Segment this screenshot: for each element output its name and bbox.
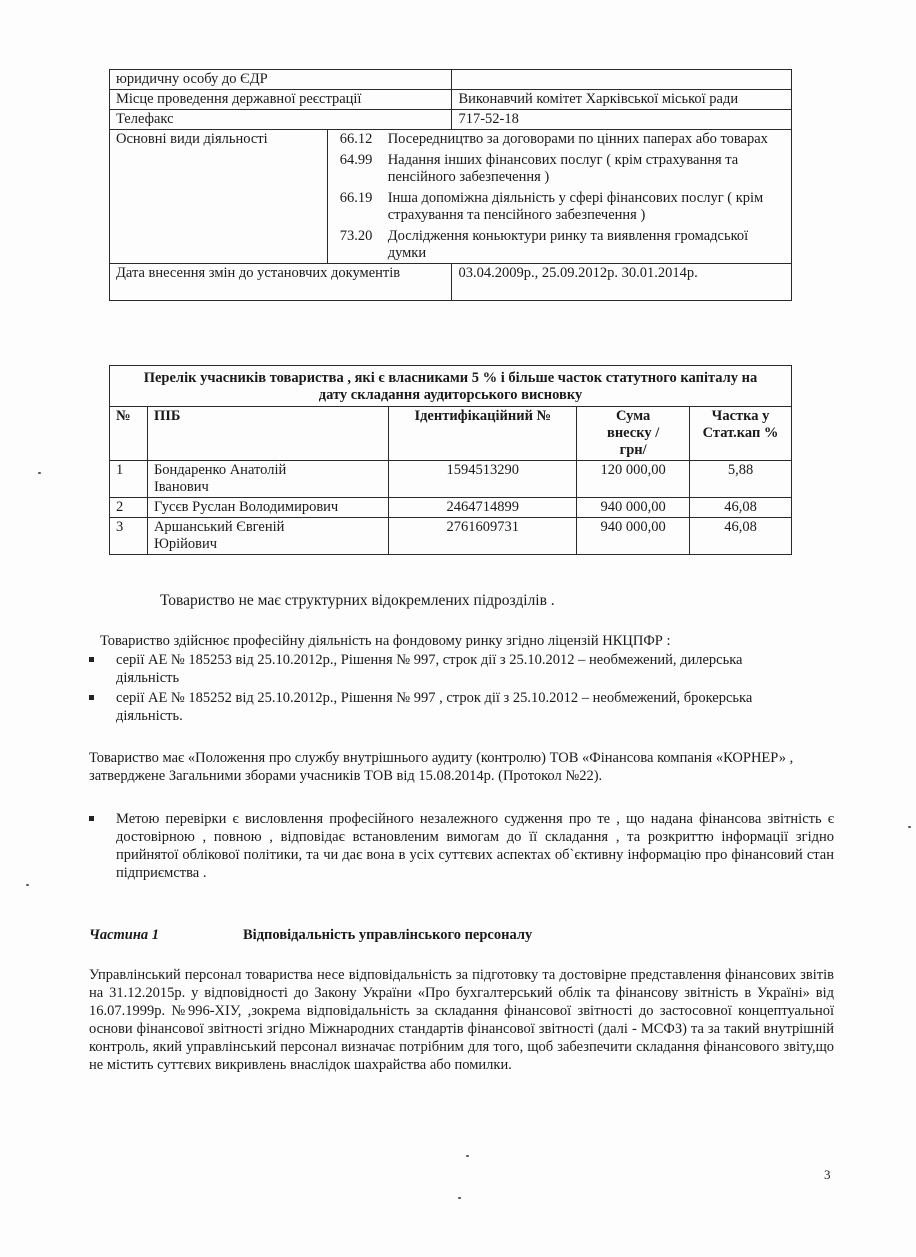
cell-share: 5,88 [690,461,792,498]
column-header-share: Частка у Стат.кап % [690,407,792,461]
part-label: Частина 1 [89,927,160,943]
part-title: Відповідальність управлінського персоналу [243,927,533,943]
license-text: серії АЕ № 185253 від 25.10.2012р., Рішення № 997, строк дії з 25.10.2012 – необмежений, дилерська діяльність [116,652,743,686]
table-row [110,518,792,555]
page-number: 3 [824,1167,831,1182]
license-item [89,651,789,687]
activity-item [340,131,785,148]
responsibility-text: Управлінський персонал товариства несе відповідальність за підготовку та достовірне представлення фінансових звітів на 31.12.2015р. у відповідності до Закону України «Про бухгалтерський облік та фінансову звітність в Україні» від 16.07.1999р. №996-ХІУ, ,зокрема відповідальність за складання фінансової звітності до застосовної концептуальної основи фінансової звітності згідно Міжнародних стандартів фінансової звітності (далі - МСФЗ) та за такий внутрішній контроль, який управлінський персонал визначає потрібним для того, щоб забезпечити складання фінансового звіту,що не містить суттєвих викривлень внаслідок шахрайства або помилки. [89,967,834,1073]
cell-name: Гусєв Руслан Володимирович [147,498,388,518]
internal-audit-text: Товариство має «Положення про службу внутрішнього аудиту (контролю) ТОВ «Фінансова компанія «КОРНЕР» , затверджене Загальними зборами учасників ТОВ від 15.08.2014р. (Протокол №22). [89,750,794,784]
column-header-id: Ідентифікаційний № [389,407,577,461]
bullet-icon [89,816,94,821]
cell-share: 46,08 [690,518,792,555]
activities-list [327,130,791,264]
cell-sum: 120 000,00 [577,461,690,498]
table-row [110,70,792,90]
cell-id: 1594513290 [389,461,577,498]
cell-name: Бондаренко Анатолій Іванович [147,461,388,498]
registration-value [452,70,792,90]
scan-speck [38,472,41,474]
table-header-row [110,407,792,461]
license-text: серії АЕ № 185252 від 25.10.2012р., Рішення № 997 , строк дії з 25.10.2012 – необмежений, брокерська діяльність. [116,690,753,724]
registration-place-label: Місце проведення державної реєстрації [110,90,452,110]
column-header-sum: Сума внеску /грн/ [577,407,690,461]
registration-place-value: Виконавчий комітет Харківської міської ради [452,90,792,110]
table-row [110,110,792,130]
activities-label: Основні види діяльності [110,130,328,264]
purpose-text: Метою перевірки є висловлення професійного незалежного судження про те , що надана фінансова звітність є достовірною , повною , відповідає встановленим вимогам до її складання , та розкриттю інформації згідно прийнятої облікової політики, та чи дає вона в усіх суттєвих аспектах об`єктивну інформацію про фінансовий стан підприємства . [116,811,834,881]
cell-sum: 940 000,00 [577,518,690,555]
table-row [110,264,792,301]
bullet-icon [89,657,94,662]
activity-text: Посередництво за договорами по цінних паперах або товарах [387,131,768,147]
activity-text: Надання інших фінансових послуг ( крім страхування та пенсійного забезпечення ) [387,152,739,185]
activity-code: 73.20 [339,228,373,244]
activity-text: Інша допоміжна діяльність у сфері фінансових послуг ( крім страхування та пенсійного забезпечення ) [387,190,764,223]
scan-speck [908,826,911,828]
column-header-num: № [110,407,148,461]
table-row [110,90,792,110]
activity-code: 64.99 [339,152,373,168]
activity-text: Дослідження коньюктури ринку та виявлення громадської думки [387,228,749,261]
changes-label: Дата внесення змін до установчих документів [110,264,452,301]
column-header-name: ПІБ [147,407,388,461]
scan-speck [458,1197,461,1199]
licenses-intro: Товариство здійснює професійну діяльність на фондовому ринку згідно ліцензій НКЦПФР : [100,633,671,649]
registration-label: юридичну особу до ЄДР [110,70,452,90]
no-subdivisions-text: Товариство не має структурних відокремлених підрозділів . [160,592,555,609]
table-row [110,130,792,264]
activity-code: 66.12 [339,131,373,147]
fax-value: 717-52-18 [452,110,792,130]
table-row [110,366,792,407]
changes-value: 03.04.2009р., 25.09.2012р. 30.01.2014р. [452,264,792,301]
cell-id: 2464714899 [389,498,577,518]
cell-share: 46,08 [690,498,792,518]
cell-name: Аршанський Євгеній Юрійович [147,518,388,555]
table-row [110,498,792,518]
cell-num: 1 [110,461,148,498]
bullet-icon [89,695,94,700]
activity-item [340,152,785,186]
cell-sum: 940 000,00 [577,498,690,518]
table-row [110,461,792,498]
participants-table [109,365,792,555]
cell-num: 2 [110,498,148,518]
participants-title: Перелік учасників товариства , які є власниками 5 % і більше часток статутного капіталу на дату складання аудиторського висновку [110,366,792,407]
registration-table [109,69,792,301]
scan-speck [26,884,29,886]
license-item [89,689,789,725]
activity-item [340,190,785,224]
purpose-item [89,810,834,882]
activity-item [340,228,785,262]
cell-id: 2761609731 [389,518,577,555]
cell-num: 3 [110,518,148,555]
activity-code: 66.19 [339,190,373,206]
scan-speck [466,1155,469,1157]
fax-label: Телефакс [110,110,452,130]
